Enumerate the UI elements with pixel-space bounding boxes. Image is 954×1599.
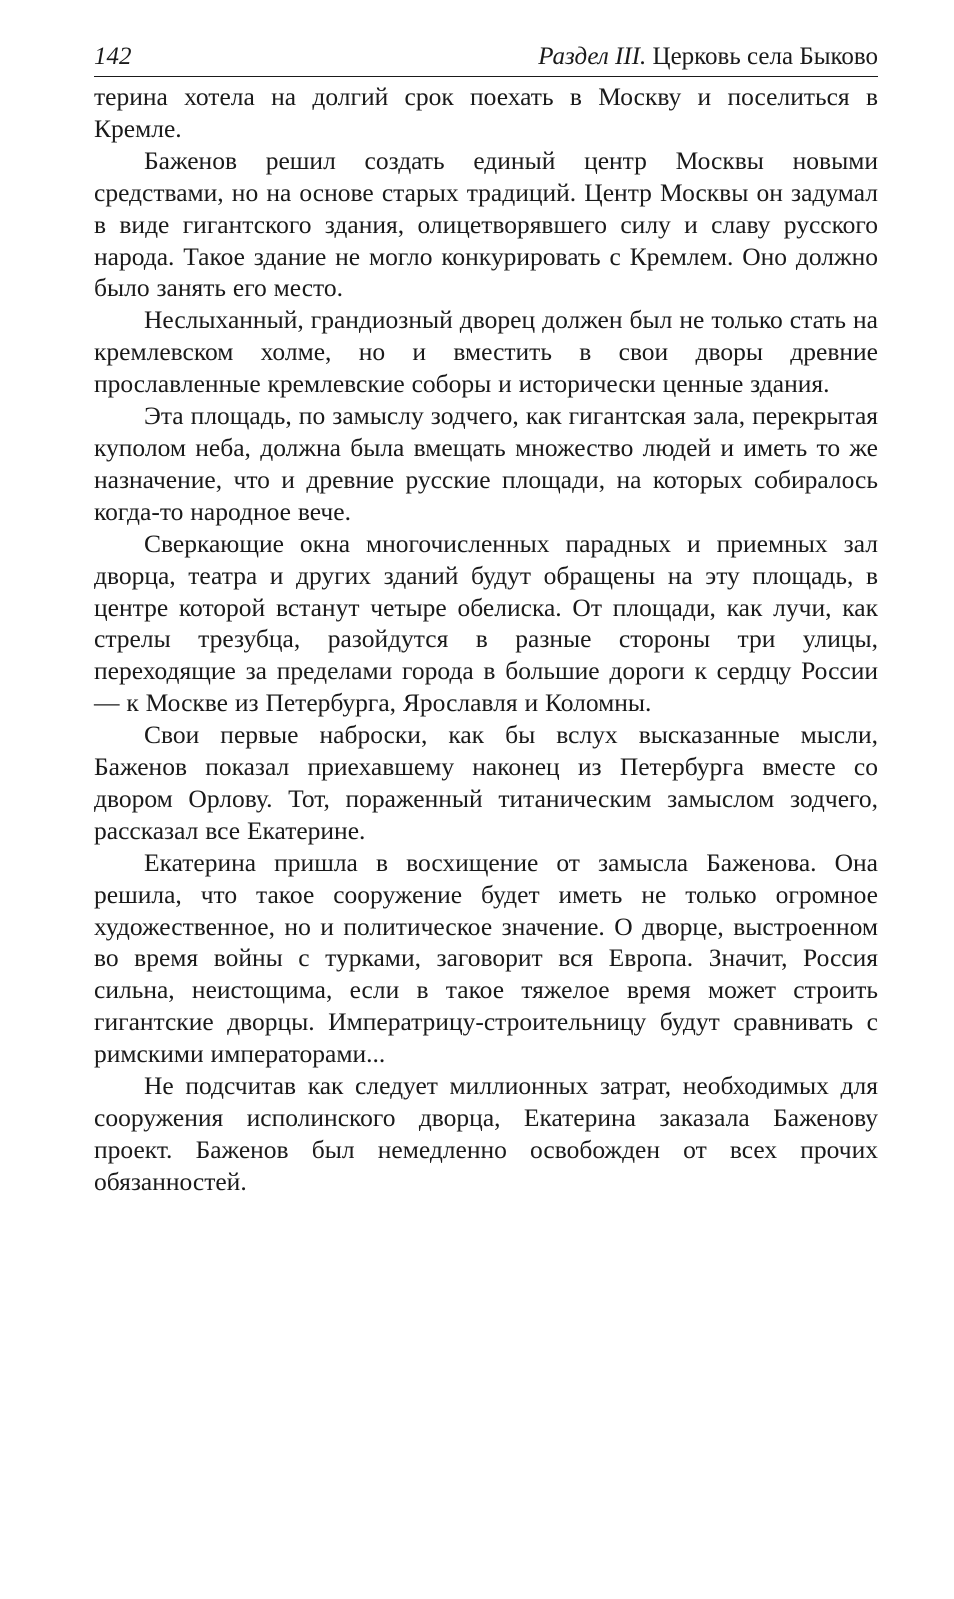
paragraph: Баженов решил создать единый центр Москвы новыми средствами, но на основе старых традиций. Центр Москвы он задумал в виде гигантского здания, олицетворявшего силу и славу русского народа. Такое здание не могло конкурировать с Кремлем. Оно должно было занять его место. bbox=[94, 145, 878, 303]
running-header bbox=[94, 40, 878, 77]
section-title: Церковь села Быково bbox=[652, 43, 878, 70]
paragraph: Свои первые наброски, как бы вслух высказанные мысли, Баженов показал приехавшему наконец из Петербурга вместе со двором Орлову. Тот, пораженный титаническим замыслом зодчего, рассказал все Екатерине. bbox=[94, 720, 878, 845]
paragraph-continued: терина хотела на долгий срок поехать в Москву и поселиться в Кремле. bbox=[94, 82, 878, 143]
book-page bbox=[94, 40, 878, 1198]
paragraph: Неслыханный, грандиозный дворец должен был не только стать на кремлевском холме, но и вместить в свои дворы древние прославленные кремлевские соборы и исторически ценные здания. bbox=[94, 305, 878, 399]
page-number: 142 bbox=[94, 43, 132, 70]
paragraph: Не подсчитав как следует миллионных затрат, необходимых для сооружения исполинского дворца, Екатерина заказала Баженову проект. Баженов был немедленно освобожден от всех прочих обязанностей. bbox=[94, 1071, 878, 1196]
body-text bbox=[94, 81, 878, 1198]
paragraph: Сверкающие окна многочисленных парадных и приемных зал дворца, театра и других зданий будут обращены на эту площадь, в центре которой встанут четыре обелиска. От площади, как лучи, как стрелы трезубца, разойдутся в разные стороны три улицы, переходящие за пределами города в большие дороги к сердцу России — к Москве из Петербурга, Ярославля и Коломны. bbox=[94, 528, 878, 718]
section-label: Раздел III. bbox=[538, 43, 647, 70]
section-heading bbox=[538, 40, 878, 74]
paragraph: Эта площадь, по замыслу зодчего, как гигантская зала, перекрытая куполом неба, должна была вмещать множество людей и иметь то же назначение, что и древние русские площади, на которых собиралось когда-то народное вече. bbox=[94, 401, 878, 526]
paragraph: Екатерина пришла в восхищение от замысла Баженова. Она решила, что такое сооружение будет иметь не только огромное художественное, но и политическое значение. О дворце, выстроенном во время войны с турками, заговорит вся Европа. Значит, Россия сильна, неистощима, если в такое тяжелое время может строить гигантские дворцы. Императрицу-строительницу будут сравнивать с римскими императорами... bbox=[94, 847, 878, 1069]
